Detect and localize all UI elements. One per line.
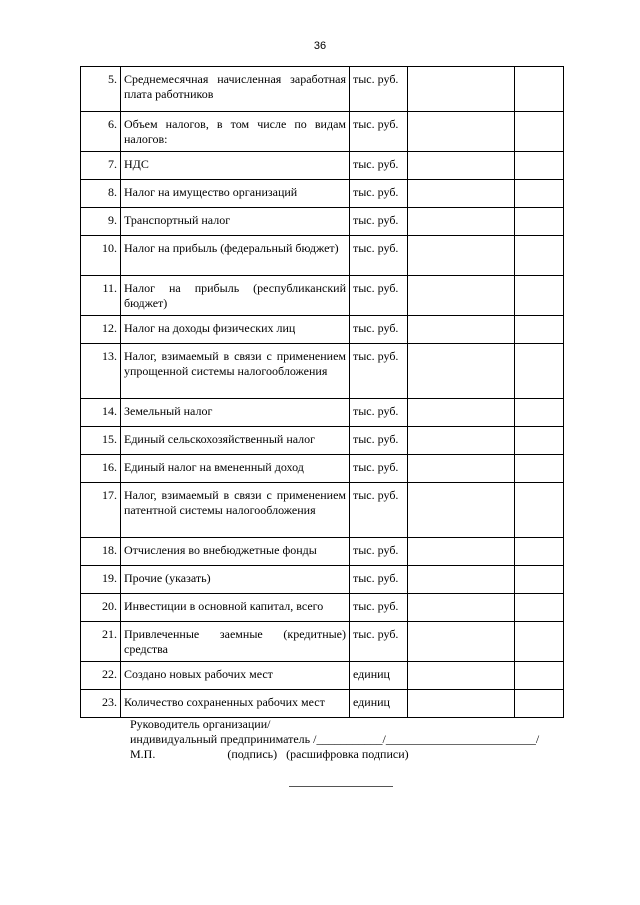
row-name: Налог, взимаемый в связи с применением патентной системы налогообложения [121,483,350,538]
row-value-2 [515,316,564,344]
row-unit: тыс. руб. [350,316,408,344]
row-value-2 [515,594,564,622]
signature-title: Руководитель организации/ [130,717,271,731]
row-unit: тыс. руб. [350,622,408,662]
row-value-1 [408,344,515,399]
row-name: Количество сохраненных рабочих мест [121,690,350,718]
row-value-1 [408,427,515,455]
row-value-1 [408,622,515,662]
row-number: 6. [81,112,121,152]
row-number: 14. [81,399,121,427]
row-number: 17. [81,483,121,538]
row-unit: тыс. руб. [350,455,408,483]
row-unit: тыс. руб. [350,538,408,566]
table-row [81,152,564,180]
row-value-2 [515,152,564,180]
row-number: 23. [81,690,121,718]
row-name: Отчисления во внебюджетные фонды [121,538,350,566]
row-unit: единиц [350,690,408,718]
row-number: 22. [81,662,121,690]
row-value-2 [515,112,564,152]
row-name: Привлеченные заемные (кредитные) средства [121,622,350,662]
row-number: 11. [81,276,121,316]
row-unit: тыс. руб. [350,236,408,276]
row-unit: тыс. руб. [350,427,408,455]
row-unit: тыс. руб. [350,276,408,316]
row-name: Единый налог на вмененный доход [121,455,350,483]
row-value-2 [515,399,564,427]
row-number: 20. [81,594,121,622]
row-name: Единый сельскохозяйственный налог [121,427,350,455]
row-value-2 [515,208,564,236]
table-row [81,483,564,538]
row-unit: тыс. руб. [350,566,408,594]
row-value-2 [515,180,564,208]
row-number: 8. [81,180,121,208]
row-unit: тыс. руб. [350,112,408,152]
row-value-1 [408,67,515,112]
table-row [81,566,564,594]
row-value-2 [515,483,564,538]
row-value-1 [408,566,515,594]
row-value-1 [408,690,515,718]
report-table [80,66,564,718]
table-row [81,316,564,344]
row-name: Транспортный налог [121,208,350,236]
row-value-2 [515,455,564,483]
row-name: Налог на имущество организаций [121,180,350,208]
row-value-2 [515,538,564,566]
row-unit: тыс. руб. [350,67,408,112]
row-value-1 [408,538,515,566]
row-value-1 [408,455,515,483]
signature-lines: индивидуальный предприниматель /___________/_________________________/ [130,732,540,746]
row-number: 19. [81,566,121,594]
table-row [81,67,564,112]
table-row [81,690,564,718]
table-row [81,344,564,399]
row-value-1 [408,208,515,236]
row-name: Налог на прибыль (федеральный бюджет) [121,236,350,276]
row-value-1 [408,594,515,622]
row-value-1 [408,112,515,152]
row-unit: тыс. руб. [350,180,408,208]
table-row [81,276,564,316]
report-table-body [81,67,564,718]
row-number: 12. [81,316,121,344]
row-name: Инвестиции в основной капитал, всего [121,594,350,622]
row-number: 7. [81,152,121,180]
row-name: Налог на доходы физических лиц [121,316,350,344]
row-unit: тыс. руб. [350,344,408,399]
table-row [81,208,564,236]
footer-divider [289,786,393,787]
row-number: 21. [81,622,121,662]
table-row [81,399,564,427]
table-row [81,538,564,566]
row-unit: тыс. руб. [350,399,408,427]
row-unit: тыс. руб. [350,208,408,236]
row-name: Налог, взимаемый в связи с применением упрощенной системы налогообложения [121,344,350,399]
row-value-1 [408,152,515,180]
signature-block [130,717,539,762]
row-unit: тыс. руб. [350,594,408,622]
row-number: 5. [81,67,121,112]
row-value-2 [515,67,564,112]
row-value-1 [408,399,515,427]
row-value-2 [515,236,564,276]
row-number: 15. [81,427,121,455]
row-number: 16. [81,455,121,483]
table-row [81,427,564,455]
row-name: Создано новых рабочих мест [121,662,350,690]
row-name: Прочие (указать) [121,566,350,594]
table-row [81,662,564,690]
row-name: Объем налогов, в том числе по видам налогов: [121,112,350,152]
row-value-2 [515,566,564,594]
row-unit: единиц [350,662,408,690]
row-value-2 [515,427,564,455]
table-row [81,594,564,622]
row-value-2 [515,276,564,316]
signature-captions: М.П. (подпись) (расшифровка подписи) [130,747,409,761]
row-name: Среднемесячная начисленная заработная плата работников [121,67,350,112]
table-row [81,236,564,276]
table-row [81,180,564,208]
table-row [81,455,564,483]
row-value-2 [515,690,564,718]
row-value-2 [515,622,564,662]
row-name: Налог на прибыль (республиканский бюджет) [121,276,350,316]
row-value-1 [408,662,515,690]
row-name: НДС [121,152,350,180]
row-name: Земельный налог [121,399,350,427]
row-value-1 [408,276,515,316]
row-value-2 [515,662,564,690]
row-number: 10. [81,236,121,276]
table-row [81,622,564,662]
table-row [81,112,564,152]
page-number: 36 [313,40,327,52]
row-value-1 [408,483,515,538]
row-value-1 [408,180,515,208]
row-value-1 [408,236,515,276]
row-unit: тыс. руб. [350,152,408,180]
row-value-1 [408,316,515,344]
row-number: 18. [81,538,121,566]
row-number: 9. [81,208,121,236]
row-number: 13. [81,344,121,399]
row-value-2 [515,344,564,399]
row-unit: тыс. руб. [350,483,408,538]
